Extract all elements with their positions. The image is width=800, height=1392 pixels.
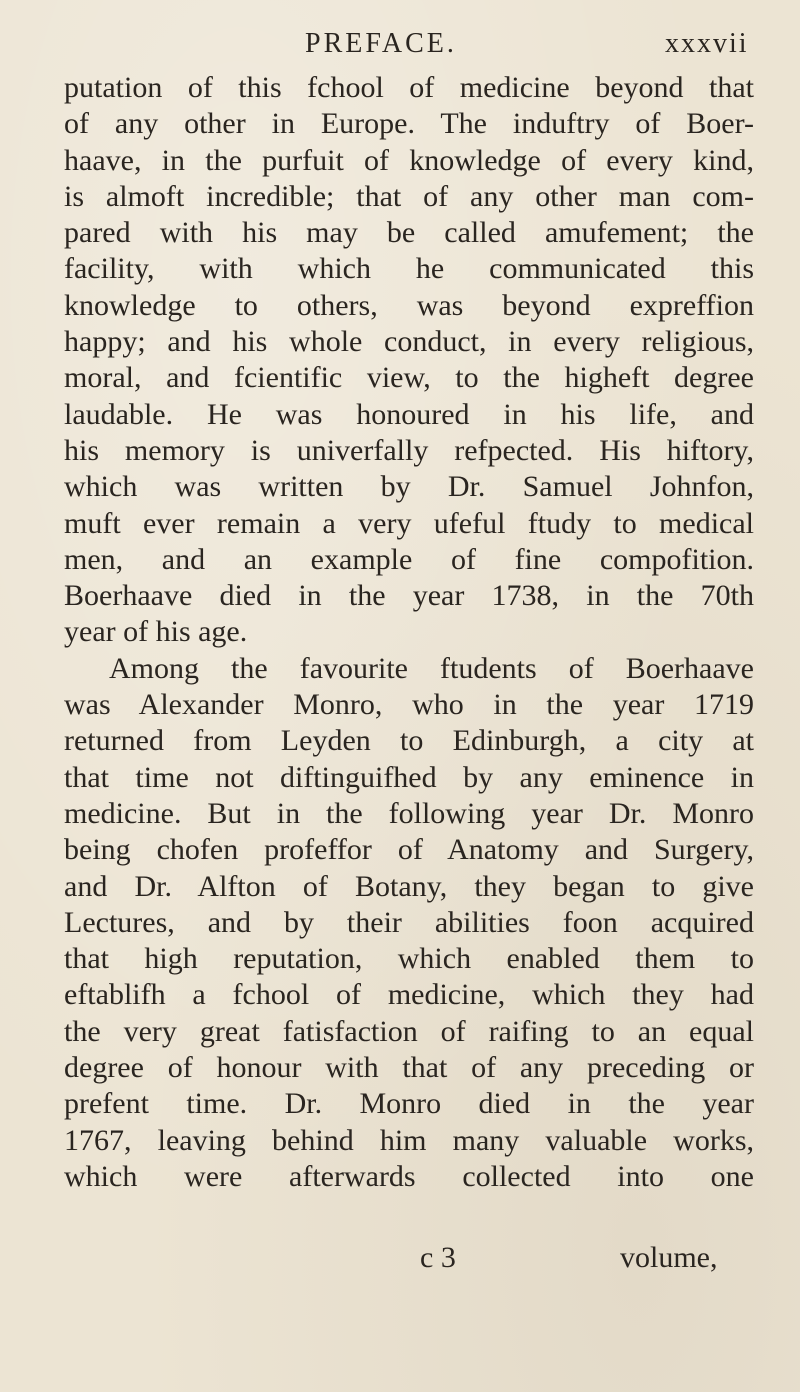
signature-mark: c 3: [420, 1241, 456, 1274]
text-line: men, and an example of fine compofition.: [64, 542, 754, 576]
text-line: putation of this fchool of medicine beyond that: [64, 71, 754, 104]
text-line: eftablifh a fchool of medicine, which they had: [64, 978, 754, 1012]
text-line: pared with his may be called amufement; the: [64, 216, 754, 250]
text-line: which were afterwards collected into one: [64, 1159, 754, 1193]
page-number: xxxvii: [665, 28, 749, 59]
text-line: that high reputation, which enabled them to: [64, 942, 754, 976]
text-line: laudable. He was honoured in his life, and: [64, 397, 754, 431]
text-line: and Dr. Alfton of Botany, they began to give: [64, 869, 754, 903]
text-line: Lectures, and by their abilities foon acquired: [64, 905, 754, 939]
text-line: his memory is univerfally refpected. His hiftory,: [64, 433, 754, 467]
text-line: which was written by Dr. Samuel Johnfon,: [64, 470, 754, 504]
catchword: volume,: [620, 1241, 718, 1274]
text-line: that time not diftinguifhed by any eminence in: [64, 760, 754, 794]
text-line: happy; and his whole conduct, in every religious,: [64, 325, 754, 359]
text-line: of any other in Europe. The induftry of Boer-: [64, 107, 754, 141]
text-line: Boerhaave died in the year 1738, in the 70th: [64, 579, 754, 613]
text-line: year of his age.: [64, 615, 248, 649]
text-line: is almoft incredible; that of any other man com-: [64, 179, 754, 213]
text-line: Among the favourite ftudents of Boerhaave: [109, 651, 754, 685]
text-line: being chofen profeffor of Anatomy and Surgery,: [64, 833, 754, 867]
page-footer: [0, 1241, 800, 1281]
text-line: haave, in the purfuit of knowledge of every kind,: [64, 143, 754, 177]
text-line: was Alexander Monro, who in the year 1719: [64, 688, 754, 722]
text-line: the very great fatisfaction of raifing to an equal: [64, 1014, 754, 1048]
body-text: [64, 70, 754, 1195]
text-line: muft ever remain a very ufeful ftudy to medical: [64, 506, 754, 540]
text-line: medicine. But in the following year Dr. Monro: [64, 796, 754, 830]
text-line: moral, and fcientific view, to the higheft degree: [64, 361, 754, 395]
text-line: facility, with which he communicated this: [64, 252, 754, 286]
running-head: [0, 24, 800, 64]
text-line: 1767, leaving behind him many valuable works,: [64, 1123, 754, 1157]
text-line: degree of honour with that of any preceding or: [64, 1051, 754, 1085]
text-line: returned from Leyden to Edinburgh, a city at: [64, 724, 754, 758]
text-line: prefent time. Dr. Monro died in the year: [64, 1087, 754, 1121]
text-line: knowledge to others, was beyond expreffion: [64, 288, 754, 322]
running-title: PREFACE.: [305, 28, 457, 59]
